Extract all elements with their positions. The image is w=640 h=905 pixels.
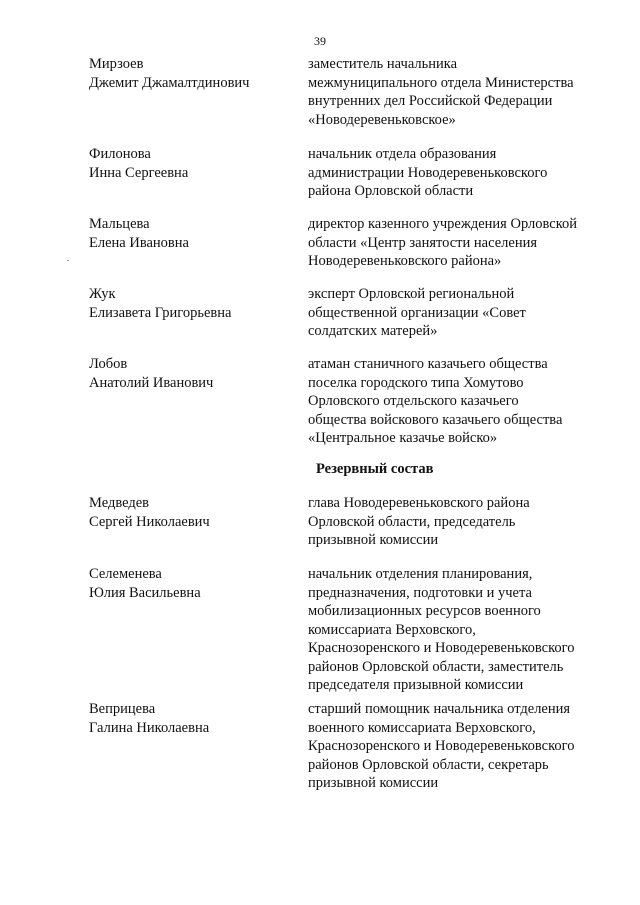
role-line: солдатских матерей»: [308, 323, 438, 339]
member-name: [89, 494, 289, 531]
role-line: атаман станичного казачьего общества: [308, 356, 548, 372]
member-role: [308, 355, 608, 448]
surname: Лобов: [89, 356, 128, 372]
member-role: [308, 565, 608, 695]
role-line: глава Новодеревеньковского района: [308, 495, 530, 511]
role-line: Орловского отдельского казачьего: [308, 393, 519, 409]
role-line: призывной комиссии: [308, 775, 439, 791]
given-names: Сергей Николаевич: [89, 513, 210, 530]
surname: Мирзоев: [89, 56, 144, 72]
role-line: межмуниципального отдела Министерства: [308, 74, 574, 91]
surname: Медведев: [89, 495, 149, 511]
member-name: [89, 145, 289, 182]
surname: Филонова: [89, 146, 151, 162]
given-names: Анатолий Иванович: [89, 374, 214, 391]
role-line: начальник отдела образования: [308, 146, 497, 162]
role-line: мобилизационных ресурсов военного: [308, 603, 541, 619]
role-line: Краснозоренского и Новодеревеньковского: [308, 640, 575, 656]
member-role: [308, 494, 608, 550]
role-line: области «Центр занятости населения: [308, 234, 538, 251]
role-line: старший помощник начальника отделения: [308, 701, 571, 717]
role-line: заместитель начальника: [308, 56, 458, 72]
role-line: общества войскового казачьего общества: [308, 411, 563, 428]
given-names: Инна Сергеевна: [89, 164, 189, 181]
page-number: 39: [314, 34, 326, 48]
member-name: [89, 700, 289, 737]
surname: Веприцева: [89, 701, 156, 717]
member-name: [89, 285, 289, 322]
member-role: [308, 55, 608, 129]
member-role: [308, 700, 608, 793]
role-line: поселка городского типа Хомутово: [308, 374, 524, 391]
role-line: района Орловской области: [308, 183, 474, 199]
given-names: Елена Ивановна: [89, 234, 189, 251]
member-role: [308, 145, 608, 201]
scan-speck: [67, 260, 69, 261]
given-names: Юлия Васильевна: [89, 584, 201, 601]
role-line: «Новодеревеньковское»: [308, 111, 456, 128]
role-line: Новодеревеньковского района»: [308, 253, 502, 269]
surname: Жук: [89, 286, 116, 302]
member-name: [89, 55, 289, 92]
given-names: Елизавета Григорьевна: [89, 304, 232, 321]
role-line: эксперт Орловской региональной: [308, 286, 515, 302]
role-line: Орловской области, председатель: [308, 513, 516, 530]
role-line: призывной комиссии: [308, 532, 439, 548]
role-line: общественной организации «Совет: [308, 304, 526, 321]
member-name: [89, 215, 289, 252]
role-line: начальник отделения планирования,: [308, 566, 533, 582]
given-names: Джемит Джамалтдинович: [89, 74, 250, 91]
member-role: [308, 285, 608, 341]
role-line: военного комиссариата Верховского,: [308, 719, 536, 736]
role-line: районов Орловской области, секретарь: [308, 756, 549, 773]
given-names: Галина Николаевна: [89, 719, 210, 736]
member-name: [89, 565, 289, 602]
member-name: [89, 355, 289, 392]
role-line: внутренних дел Российской Федерации: [308, 93, 553, 109]
role-line: «Центральное казачье войско»: [308, 430, 498, 446]
role-line: комиссариата Верховского,: [308, 621, 476, 638]
role-line: Краснозоренского и Новодеревеньковского: [308, 738, 575, 754]
role-line: администрации Новодеревеньковского: [308, 164, 548, 181]
role-line: председателя призывной комиссии: [308, 677, 524, 693]
surname: Мальцева: [89, 216, 150, 232]
role-line: районов Орловской области, заместитель: [308, 658, 564, 675]
reserve-heading: Резервный состав: [316, 461, 434, 477]
role-line: предназначения, подготовки и учета: [308, 584, 532, 601]
role-line: директор казенного учреждения Орловской: [308, 216, 578, 232]
member-role: [308, 215, 608, 271]
surname: Селеменева: [89, 566, 162, 582]
